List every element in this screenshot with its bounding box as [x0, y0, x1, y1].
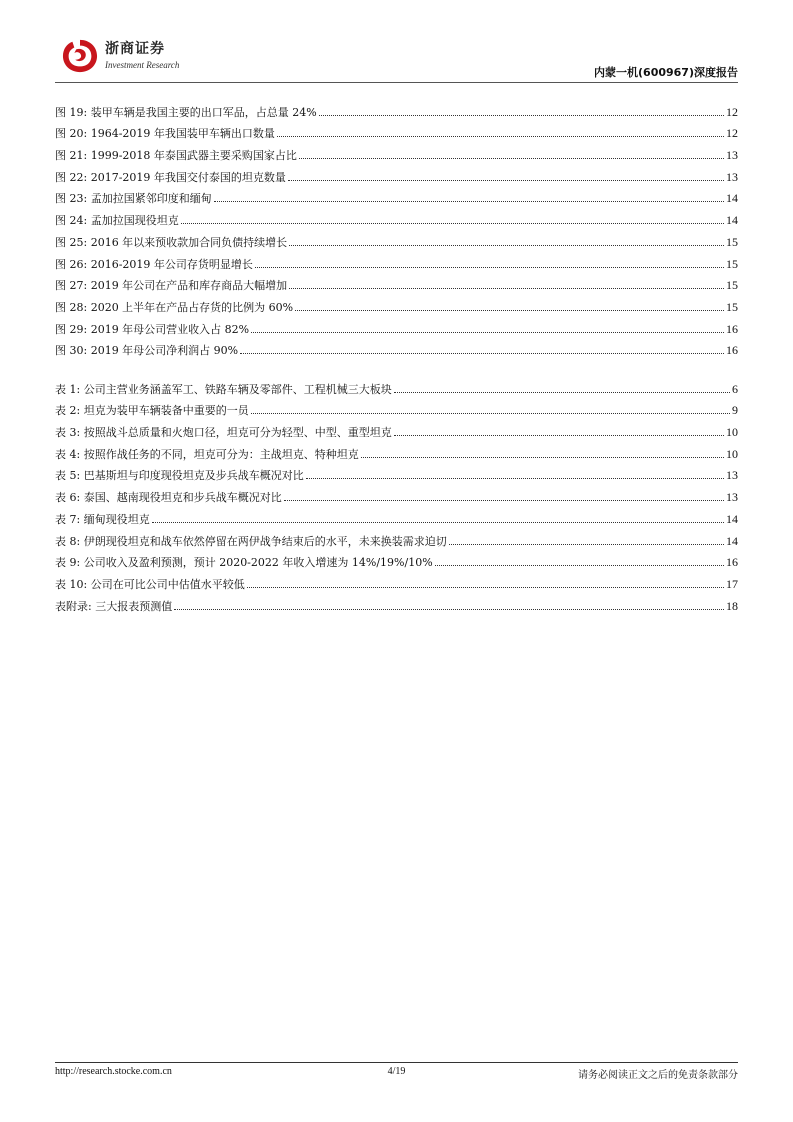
dot-leader: [174, 609, 724, 610]
dot-leader: [289, 245, 724, 246]
dot-leader: [284, 500, 724, 501]
toc-entry[interactable]: [55, 336, 738, 358]
toc-entry-page: 14: [726, 213, 738, 228]
dot-leader: [181, 223, 724, 224]
toc-entry[interactable]: [55, 119, 738, 141]
toc-entry-page: 14: [726, 533, 738, 548]
dot-leader: [152, 522, 724, 523]
logo-name-en: Investment Research: [105, 60, 180, 70]
figure-list: [55, 97, 738, 357]
dot-leader: [394, 392, 730, 393]
dot-leader: [319, 115, 724, 116]
toc-entry-title: 表 2: 坦克为装甲车辆装备中重要的一员: [55, 404, 249, 418]
toc-entry[interactable]: [55, 439, 738, 461]
toc-entry-page: 16: [726, 343, 738, 358]
toc-entry-title: 表 7: 缅甸现役坦克: [55, 512, 150, 526]
toc-entry-title: 图 26: 2016-2019 年公司存货明显增长: [55, 257, 253, 271]
toc-entry[interactable]: [55, 548, 738, 570]
toc-entry[interactable]: [55, 314, 738, 336]
toc-entry-title: 表 1: 公司主营业务涵盖军工、铁路车辆及零部件、工程机械三大板块: [55, 382, 392, 396]
toc-entry-page: 13: [726, 490, 738, 505]
toc-entry[interactable]: [55, 374, 738, 396]
toc-entry-page: 15: [726, 234, 738, 249]
toc-entry-page: 15: [726, 299, 738, 314]
toc-entry-page: 13: [726, 169, 738, 184]
toc-entry-title: 图 23: 孟加拉国紧邻印度和缅甸: [55, 192, 212, 206]
toc-entry-title: 表 9: 公司收入及盈利预测，预计 2020-2022 年收入增速为 14%/19%/10%: [55, 556, 433, 570]
dot-leader: [251, 332, 724, 333]
toc-entry-title: 表 8: 伊朗现役坦克和战车依然停留在两伊战争结束后的水平，未来换装需求迫切: [55, 534, 447, 548]
dot-leader: [277, 136, 724, 137]
footer-url[interactable]: http://research.stocke.com.cn: [55, 1066, 172, 1077]
toc-entry-title: 表 3: 按照战斗总质量和火炮口径，坦克可分为轻型、中型、重型坦克: [55, 426, 392, 440]
toc-entry-page: 10: [726, 446, 738, 461]
toc-entry[interactable]: [55, 162, 738, 184]
dot-leader: [214, 201, 724, 202]
toc-entry[interactable]: [55, 271, 738, 293]
toc-entry[interactable]: [55, 526, 738, 548]
toc-entry-title: 表附录: 三大报表预测值: [55, 599, 173, 613]
toc-entry-page: 16: [726, 555, 738, 570]
toc-entry-page: 15: [726, 256, 738, 271]
toc-entry-title: 图 29: 2019 年母公司营业收入占 82%: [55, 322, 250, 336]
toc-entry-page: 17: [726, 576, 738, 591]
toc-entry-page: 12: [726, 104, 738, 119]
table-list: [55, 374, 738, 613]
dot-leader: [299, 158, 724, 159]
toc-entry-title: 图 25: 2016 年以来预收款加合同负债持续增长: [55, 235, 288, 249]
toc-entry[interactable]: [55, 97, 738, 119]
page-footer: [55, 1066, 738, 1082]
toc-entry-title: 表 4: 按照作战任务的不同，坦克可分为：主战坦克、特种坦克: [55, 447, 359, 461]
toc-entry-page: 18: [726, 598, 738, 613]
toc-entry-title: 图 20: 1964-2019 年我国装甲车辆出口数量: [55, 127, 275, 141]
header-divider: [55, 82, 738, 83]
toc-entry[interactable]: [55, 569, 738, 591]
dot-leader: [247, 587, 724, 588]
toc-entry-page: 14: [726, 191, 738, 206]
dot-leader: [449, 544, 724, 545]
report-title: 内蒙一机(600967)深度报告: [594, 66, 738, 79]
toc-entry-page: 16: [726, 321, 738, 336]
toc-entry[interactable]: [55, 227, 738, 249]
toc-entry[interactable]: [55, 292, 738, 314]
dot-leader: [240, 353, 724, 354]
logo-mark-icon: [61, 38, 99, 74]
toc-entry[interactable]: [55, 417, 738, 439]
dot-leader: [361, 457, 724, 458]
toc-entry-title: 表 6: 泰国、越南现役坦克和步兵战车概况对比: [55, 491, 282, 505]
footer-divider: [55, 1062, 738, 1063]
dot-leader: [251, 413, 730, 414]
toc-entry-title: 图 21: 1999-2018 年泰国武器主要采购国家占比: [55, 149, 297, 163]
dot-leader: [288, 180, 724, 181]
toc-entry-title: 图 28: 2020 上半年在产品占存货的比例为 60%: [55, 300, 294, 314]
toc-entry-page: 13: [726, 148, 738, 163]
toc-entry-page: 9: [732, 403, 738, 418]
toc-entry[interactable]: [55, 504, 738, 526]
toc-entry-title: 图 30: 2019 年母公司净利润占 90%: [55, 344, 239, 358]
toc-entry[interactable]: [55, 205, 738, 227]
dot-leader: [255, 267, 724, 268]
toc-entry[interactable]: [55, 461, 738, 483]
toc-entry-page: 14: [726, 511, 738, 526]
toc-entry-title: 图 27: 2019 年公司在产品和库存商品大幅增加: [55, 279, 288, 293]
dot-leader: [289, 288, 724, 289]
toc-entry[interactable]: [55, 249, 738, 271]
company-logo: [55, 34, 255, 80]
toc-entry-page: 13: [726, 468, 738, 483]
footer-disclaimer: 请务必阅读正文之后的免责条款部分: [578, 1070, 738, 1081]
page-number: 4/19: [387, 1066, 406, 1077]
toc-entry-title: 图 22: 2017-2019 年我国交付泰国的坦克数量: [55, 170, 286, 184]
dot-leader: [295, 310, 724, 311]
toc-entry[interactable]: [55, 140, 738, 162]
toc-entry-title: 表 5: 巴基斯坦与印度现役坦克及步兵战车概况对比: [55, 469, 304, 483]
toc-entry-title: 表 10: 公司在可比公司中估值水平较低: [55, 577, 245, 591]
toc-entry-page: 15: [726, 278, 738, 293]
toc-entry-title: 图 19: 装甲车辆是我国主要的出口军品，占总量 24%: [55, 105, 317, 119]
page-header: [55, 34, 738, 84]
toc-entry[interactable]: [55, 396, 738, 418]
toc-entry-page: 6: [732, 381, 738, 396]
toc-entry[interactable]: [55, 482, 738, 504]
dot-leader: [306, 478, 724, 479]
logo-name-cn: 浙商证券: [105, 41, 165, 57]
dot-leader: [394, 435, 724, 436]
toc-entry[interactable]: [55, 591, 738, 613]
toc-entry-page: 10: [726, 425, 738, 440]
dot-leader: [435, 565, 724, 566]
toc-entry[interactable]: [55, 184, 738, 206]
toc-entry-title: 图 24: 孟加拉国现役坦克: [55, 214, 179, 228]
toc-entry-page: 12: [726, 126, 738, 141]
